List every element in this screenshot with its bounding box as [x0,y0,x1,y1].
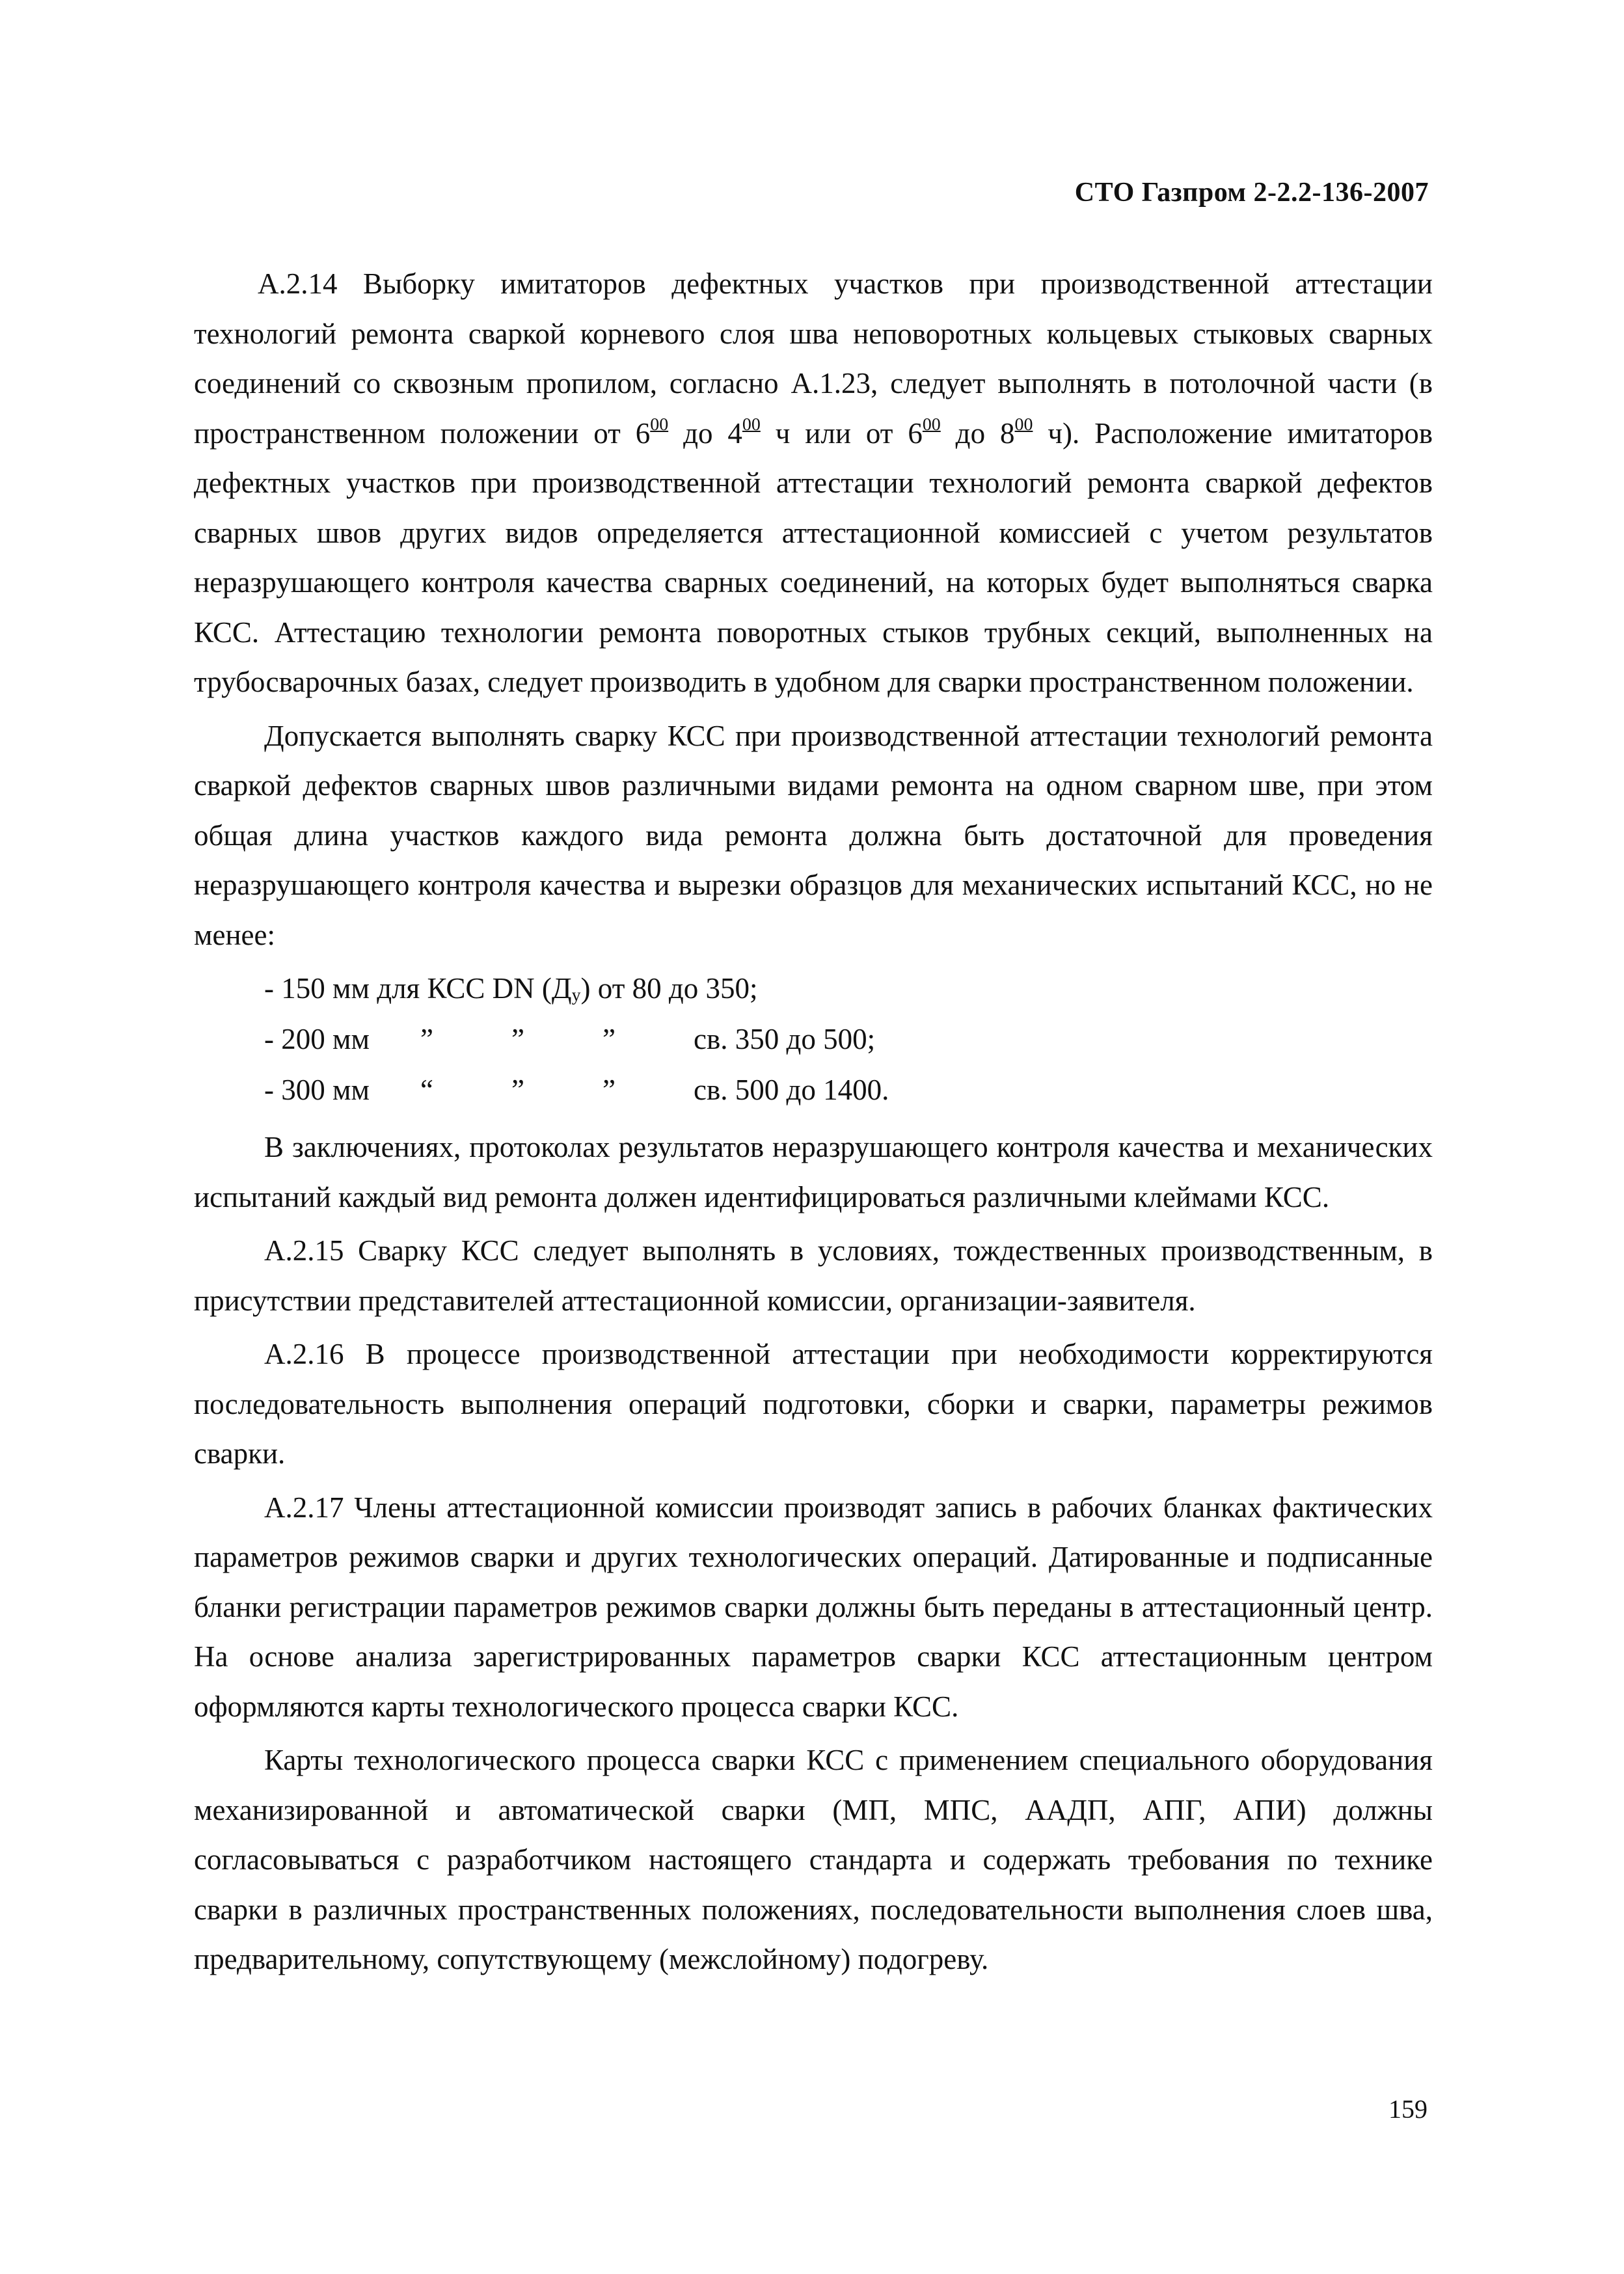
ditto-mark: ” [511,1074,524,1106]
page-number: 159 [1388,2094,1428,2124]
paragraph-a-2-15: А.2.15 Сварку КСС следует выполнять в условиях, тождественных производственным, в присутствии представителей аттестационной комиссии, организации-заявителя. [194,1234,1433,1317]
list-item-range: св. 350 до 500; [694,1023,876,1055]
ditto-mark: ” [420,1023,433,1055]
list-item [264,1014,1433,1065]
time-superscript: 00 [650,414,669,435]
paragraph-conclusions: В заключениях, протоколах результатов неразрушающего контроля качества и механических испытаний каждый вид ремонта должен идентифицироваться различными клеймами КСС. [194,1131,1433,1213]
list-item-length: - 300 мм [264,1074,370,1106]
list-item-range: св. 500 до 1400. [694,1074,889,1106]
time-superscript: 00 [742,414,761,435]
ditto-mark: ” [602,1023,616,1055]
paragraph-a-2-14 [194,259,1433,707]
ditto-mark: “ [420,1074,433,1106]
ditto-mark: ” [511,1023,524,1055]
paragraph-process-charts: Карты технологического процесса сварки КСС с применением специального оборудования механизированной и автоматической сварки (МП, МПС, ААДП, АПГ, АПИ) должны согласовываться с разработчиком настоящего стандарта и содержать требования по технике сварки в различных пространственных положениях, последовательности выполнения слоев шва, предварительному, сопутствующему (межслойному) подогреву. [194,1744,1433,1975]
length-requirements-list [264,964,1433,1116]
list-item [264,1065,1433,1116]
list-item-suffix: ) от 80 до 350; [580,972,758,1005]
time-superscript: 00 [1014,414,1033,435]
list-item-prefix: - 150 мм для КСС DN (Д [264,972,572,1005]
list-item-text [264,964,758,1014]
paragraph-a-2-16: А.2.16 В процессе производственной аттестации при необходимости корректируются последовательность выполнения операций подготовки, сборки и сварки, параметры режимов сварки. [194,1338,1433,1470]
text-fragment: ч или от 6 [760,416,923,450]
text-fragment: до 4 [668,416,742,450]
paragraph-permitted-welding: Допускается выполнять сварку КСС при производственной аттестации технологий ремонта сваркой дефектов сварных швов различными видами ремонта на одном сварном шве, при этом общая длина участков каждого вида ремонта должна быть достаточной для проведения неразрушающего контроля качества и вырезки образцов для механических испытаний КСС, но не менее: [194,719,1433,951]
paragraph-a-2-17: А.2.17 Члены аттестационной комиссии производят запись в рабочих бланках фактических параметров режимов сварки и других технологических операций. Датированные и подписанные бланки регистрации параметров режимов сварки должны быть переданы в аттестационный центр. На основе анализа зарегистрированных параметров сварки КСС аттестационным центром оформляются карты технологического процесса сварки КСС. [194,1491,1433,1723]
time-superscript: 00 [922,414,941,435]
document-body [194,259,1433,1988]
document-code-header: СТО Газпром 2-2.2-136-2007 [1074,178,1429,208]
text-fragment: А.2.14 Выборку имитаторов дефектных участков при производственной аттестации технологий ремонта сваркой корневого слоя шва неповоротных кольцевых стыковых сварных соединений со сквозным пропилом, согласно А.1.23, следует выполнять в потолочной части (в пространственном положении от 6 [194,267,1433,450]
text-fragment: до 8 [940,416,1015,450]
list-item-length: - 200 мм [264,1023,370,1055]
ditto-mark: ” [602,1074,616,1106]
text-fragment: ч). Расположение имитаторов дефектных участков при производственной аттестации технологий ремонта сваркой дефектов сварных швов других видов определяется аттестационной комиссией с учетом результатов неразрушающего контроля качества сварных соединений, на которых будет выполняться сварка КСС. Аттестацию технологии ремонта поворотных стыков трубных секций, выполненных на трубосварочных базах, следует производить в удобном для сварки пространственном положении. [194,416,1433,698]
subscript-y: у [571,985,581,1006]
list-item [264,964,1433,1014]
